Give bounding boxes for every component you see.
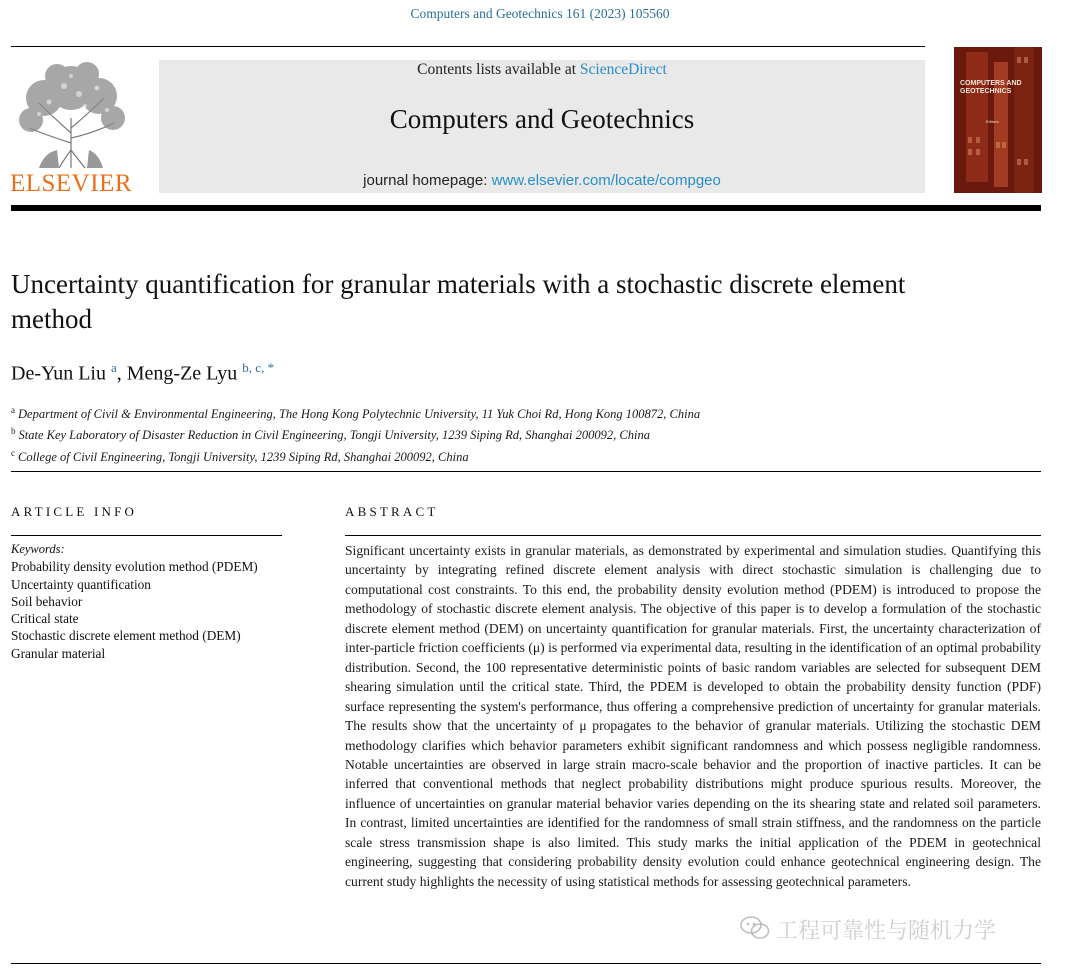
wechat-icon bbox=[740, 915, 770, 941]
keywords-block bbox=[11, 541, 311, 662]
affiliations bbox=[11, 402, 1011, 466]
abstract-heading: ABSTRACT bbox=[345, 504, 439, 519]
affiliations-divider bbox=[11, 471, 1041, 472]
affiliation-text: College of Civil Engineering, Tongji University, 1239 Siping Rd, Shanghai 200092, China bbox=[18, 450, 469, 465]
affiliation-item bbox=[11, 423, 1011, 444]
header-divider bbox=[11, 205, 1041, 211]
keyword-item: Critical state bbox=[11, 611, 79, 627]
author-name[interactable]: Meng-Ze Lyu bbox=[126, 362, 238, 385]
journal-cover[interactable] bbox=[954, 47, 1042, 193]
keyword-item: Probability density evolution method (PDEM) bbox=[11, 559, 258, 575]
watermark bbox=[740, 914, 1060, 942]
article-info-heading: ARTICLE INFO bbox=[11, 504, 138, 519]
affiliation-item bbox=[11, 402, 1011, 423]
homepage-prefix: journal homepage: bbox=[363, 172, 492, 189]
journal-masthead bbox=[159, 60, 925, 193]
author-name[interactable]: De-Yun Liu bbox=[11, 362, 106, 385]
bottom-divider bbox=[11, 963, 1041, 964]
abstract-text: Significant uncertainty exists in granular materials, as demonstrated by experimental and simulation studies. Quantifying this uncertainty by integrating refined discrete element analysis with direct stochastic simulation is challenging due to computational cost constraints. To this end, the probability density evolution method (PDEM) is introduced to propose the methodology of stochastic discrete element analysis. The objective of this paper is to develop a formulation of the stochastic discrete element method (DEM) on uncertainty quantification for granular materials. First, the uncertainty characterization of inter-particle friction coefficients (μ) is performed via experimental data, resulting in the identification of an optimal probability distribution. Second, the 100 representative deterministic points of basic random variables are selected for subsequent DEM shearing simulation until the critical state. Third, the PDEM is developed to obtain the probability density function (PDF) surface representing the system's performance, thus offering a comprehensive prediction of uncertainty for granular materials. The results show that the uncertainty of μ propagates to the behavior of granular materials. Utilizing the stochastic DEM methodology clarifies which behavior parameters exhibit significant randomness and which possess negligible randomness. Notable uncertainties are observed in large strain macro-scale behavior and the proportion of inactive particles. It can be inferred that conventional methods that neglect probability distributions might produce spurious results. Moreover, the influence of uncertainties on granular material behavior varies depending on the its shearing state and related soil parameters. In contrast, limited uncertainties are identified for the randomness of small strain stiffness, and the randomness on the particle scale stress transmission shape is also limited. This study marks the initial application of the PDEM in geotechnical engineering, suggesting that considering probability density evolution could enhance geotechnical engineering design. The current study highlights the necessity of using statistical methods for assessing geotechnical parameters. bbox=[345, 543, 1041, 889]
affiliation-item bbox=[11, 445, 1011, 466]
journal-name: Computers and Geotechnics bbox=[389, 104, 695, 134]
cover-title: COMPUTERS AND GEOTECHNICS bbox=[960, 80, 1022, 95]
keyword-item: Stochastic discrete element method (DEM) bbox=[11, 628, 241, 644]
affiliation-mark: c bbox=[11, 447, 15, 458]
author-affiliation-mark[interactable]: a bbox=[110, 360, 117, 375]
homepage-line bbox=[159, 172, 925, 189]
contents-prefix: Contents lists available at bbox=[417, 61, 580, 78]
article-info-divider bbox=[11, 535, 282, 536]
journal-reference[interactable]: Computers and Geotechnics 161 (2023) 105560 bbox=[410, 6, 670, 21]
author-affiliation-mark[interactable]: b, c, * bbox=[242, 360, 275, 375]
keyword-item: Uncertainty quantification bbox=[11, 576, 151, 592]
keyword-item: Soil behavior bbox=[11, 593, 83, 609]
article-title: Uncertainty quantification for granular materials with a stochastic discrete element method bbox=[11, 269, 906, 334]
publisher-name: ELSEVIER bbox=[9, 170, 133, 197]
contents-line bbox=[159, 61, 925, 79]
author-list bbox=[11, 360, 274, 386]
sciencedirect-link[interactable]: ScienceDirect bbox=[579, 61, 667, 78]
affiliation-text: Department of Civil & Environmental Engineering, The Hong Kong Polytechnic University, 11 Yuk Choi Rd, Hong Kong 100872, China bbox=[18, 407, 701, 422]
watermark-text: 工程可靠性与随机力学 bbox=[776, 919, 997, 944]
author-separator: , bbox=[116, 362, 127, 385]
elsevier-tree-icon bbox=[9, 58, 133, 170]
keyword-item: Granular material bbox=[11, 645, 106, 661]
cover-editors: Editors bbox=[986, 119, 999, 124]
affiliation-mark: b bbox=[11, 426, 16, 437]
affiliation-mark: a bbox=[11, 405, 15, 415]
elsevier-logo[interactable] bbox=[9, 58, 133, 198]
keywords-label: Keywords: bbox=[11, 542, 65, 556]
homepage-link[interactable]: www.elsevier.com/locate/compgeo bbox=[491, 172, 721, 189]
affiliation-text: State Key Laboratory of Disaster Reduction in Civil Engineering, Tongji University, 1239 Siping Rd, Shanghai 200092, China bbox=[18, 428, 650, 443]
abstract-divider bbox=[345, 535, 1041, 536]
top-divider bbox=[11, 46, 925, 47]
